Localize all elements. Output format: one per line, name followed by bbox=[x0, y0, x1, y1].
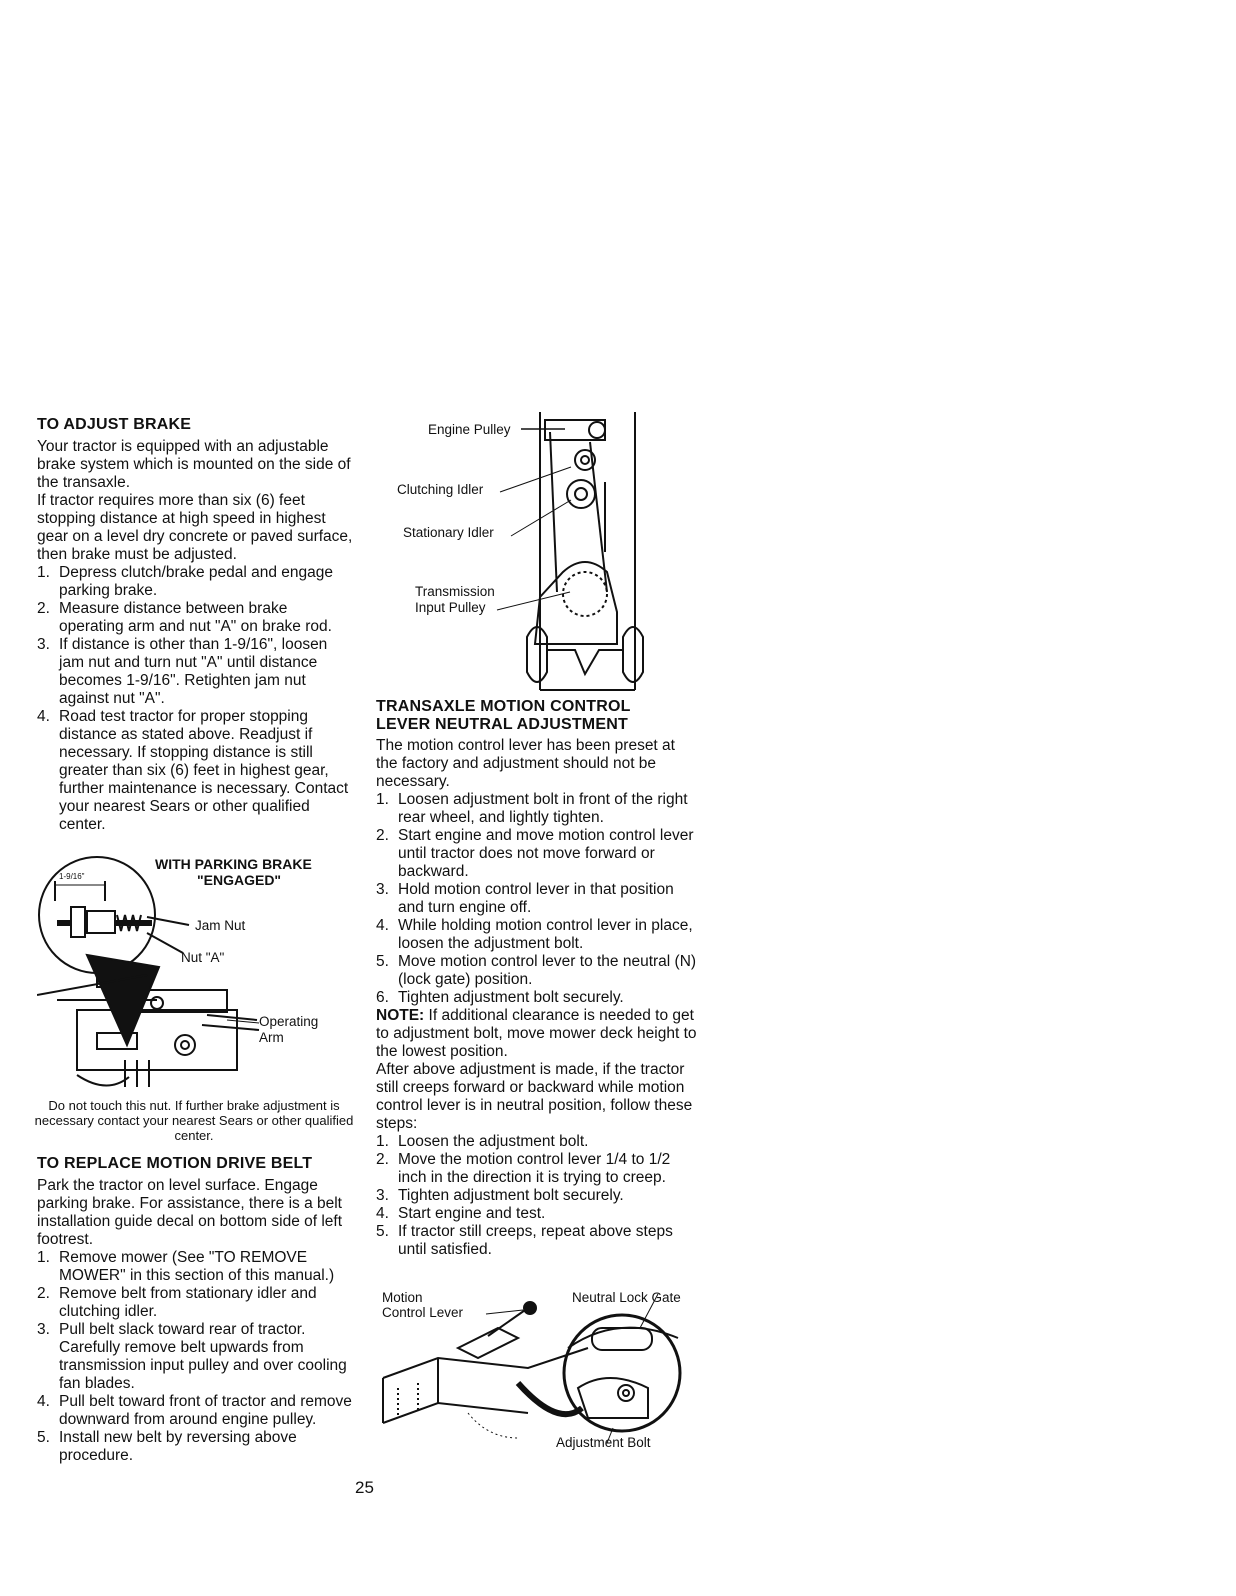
nut-a-label: Nut "A" bbox=[181, 950, 225, 965]
brake-diagram-icon bbox=[37, 855, 357, 1100]
list-item: 5. Install new belt by reversing above procedure. bbox=[37, 1429, 297, 1464]
control-lever-label: Control Lever bbox=[382, 1305, 464, 1320]
list-item: 3. If distance is other than 1-9/16", loosen jam nut and turn nut "A" until distance becomes 1-9/16". Retighten jam nut against nut "A". bbox=[37, 636, 328, 707]
transaxle-intro: The motion control lever has been preset at the factory and adjustment should not be necessary. bbox=[376, 737, 675, 790]
brake-figure bbox=[37, 855, 357, 1100]
motion-control-figure bbox=[378, 1288, 700, 1458]
arm-label: Arm bbox=[259, 1030, 284, 1045]
brake-figure-caption: Do not touch this nut. If further brake adjustment is necessary contact your nearest Sears or other qualified center. bbox=[34, 1098, 354, 1143]
brake-intro-1: Your tractor is equipped with an adjustable brake system which is mounted on the side of the transaxle. bbox=[37, 438, 351, 491]
left-column bbox=[37, 416, 355, 834]
list-item: 4. While holding motion control lever in place, loosen the adjustment bolt. bbox=[376, 917, 693, 952]
list-item: 2. Move the motion control lever 1/4 to 1/2 inch in the direction it is trying to creep. bbox=[376, 1151, 671, 1186]
note-label: NOTE: bbox=[376, 1007, 425, 1024]
brake-steps bbox=[37, 564, 355, 834]
operating-label: Operating bbox=[259, 1014, 319, 1029]
list-item: 2. Measure distance between brake operating arm and nut "A" on brake rod. bbox=[37, 600, 332, 635]
list-item: 3. Tighten adjustment bolt securely. bbox=[376, 1187, 624, 1204]
list-item: 2. Remove belt from stationary idler and clutching idler. bbox=[37, 1285, 317, 1320]
note-text: If additional clearance is needed to get to adjustment bolt, move mower deck height to the lowest position. bbox=[376, 1007, 697, 1060]
list-item: 4. Road test tractor for proper stopping distance as stated above. Readjust if necessary. If stopping distance is still greater than six (6) feet in highest gear, further maintenance is necessary. Contact your nearest Sears or other qualified center. bbox=[37, 708, 349, 833]
right-column bbox=[376, 698, 698, 1259]
transaxle-note bbox=[376, 1007, 698, 1061]
belt-steps bbox=[37, 1249, 355, 1465]
dimension-label: 1-9/16" bbox=[59, 872, 85, 881]
pulley-diagram-icon bbox=[385, 412, 685, 694]
figure-title-line-1: WITH PARKING BRAKE bbox=[155, 856, 312, 872]
jam-nut-label: Jam Nut bbox=[195, 918, 246, 933]
belt-section bbox=[37, 1155, 355, 1465]
list-item: 3. Pull belt slack toward rear of tractor. Carefully remove belt upwards from transmission input pulley and over cooling fan blades. bbox=[37, 1321, 347, 1392]
transaxle-heading-line-2: LEVER NEUTRAL ADJUSTMENT bbox=[376, 716, 628, 733]
stationary-idler-label: Stationary Idler bbox=[403, 525, 494, 540]
transaxle-heading-line-1: TRANSAXLE MOTION CONTROL bbox=[376, 698, 631, 715]
engine-pulley-label: Engine Pulley bbox=[428, 422, 511, 437]
transaxle-after: After above adjustment is made, if the tractor still creeps forward or backward while motion control lever is in neutral position, follow these steps: bbox=[376, 1061, 693, 1132]
brake-heading: TO ADJUST BRAKE bbox=[37, 416, 192, 433]
transaxle-steps-2 bbox=[376, 1133, 698, 1259]
brake-intro-2: If tractor requires more than six (6) feet stopping distance at high speed in highest gear on a level dry concrete or paved surface, then brake must be adjusted. bbox=[37, 492, 353, 563]
list-item: 1. Loosen the adjustment bolt. bbox=[376, 1133, 589, 1150]
transaxle-steps bbox=[376, 791, 698, 1007]
figure-title-line-2: "ENGAGED" bbox=[197, 872, 282, 888]
list-item: 3. Hold motion control lever in that position and turn engine off. bbox=[376, 881, 674, 916]
motion-label: Motion bbox=[382, 1290, 423, 1305]
input-pulley-label: Input Pulley bbox=[415, 600, 486, 615]
list-item: 2. Start engine and move motion control lever until tractor does not move forward or backward. bbox=[376, 827, 694, 880]
list-item: 1. Remove mower (See "TO REMOVE MOWER" in this section of this manual.) bbox=[37, 1249, 335, 1284]
list-item: 1. Depress clutch/brake pedal and engage parking brake. bbox=[37, 564, 334, 599]
belt-intro: Park the tractor on level surface. Engage parking brake. For assistance, there is a belt installation guide decal on bottom side of left footrest. bbox=[37, 1177, 343, 1248]
neutral-lock-gate-label: Neutral Lock Gate bbox=[572, 1290, 681, 1305]
page-number: 25 bbox=[355, 1478, 374, 1497]
adjustment-bolt-label: Adjustment Bolt bbox=[556, 1435, 651, 1450]
belt-heading: TO REPLACE MOTION DRIVE BELT bbox=[37, 1155, 313, 1172]
list-item: 4. Start engine and test. bbox=[376, 1205, 546, 1222]
clutching-idler-label: Clutching Idler bbox=[397, 482, 484, 497]
list-item: 5. If tractor still creeps, repeat above steps until satisfied. bbox=[376, 1223, 673, 1258]
list-item: 1. Loosen adjustment bolt in front of the right rear wheel, and lightly tighten. bbox=[376, 791, 688, 826]
list-item: 5. Move motion control lever to the neutral (N) (lock gate) position. bbox=[376, 953, 697, 988]
transmission-label: Transmission bbox=[415, 584, 495, 599]
list-item: 6. Tighten adjustment bolt securely. bbox=[376, 989, 624, 1006]
list-item: 4. Pull belt toward front of tractor and remove downward from around engine pulley. bbox=[37, 1393, 352, 1428]
pulley-figure bbox=[385, 412, 685, 694]
